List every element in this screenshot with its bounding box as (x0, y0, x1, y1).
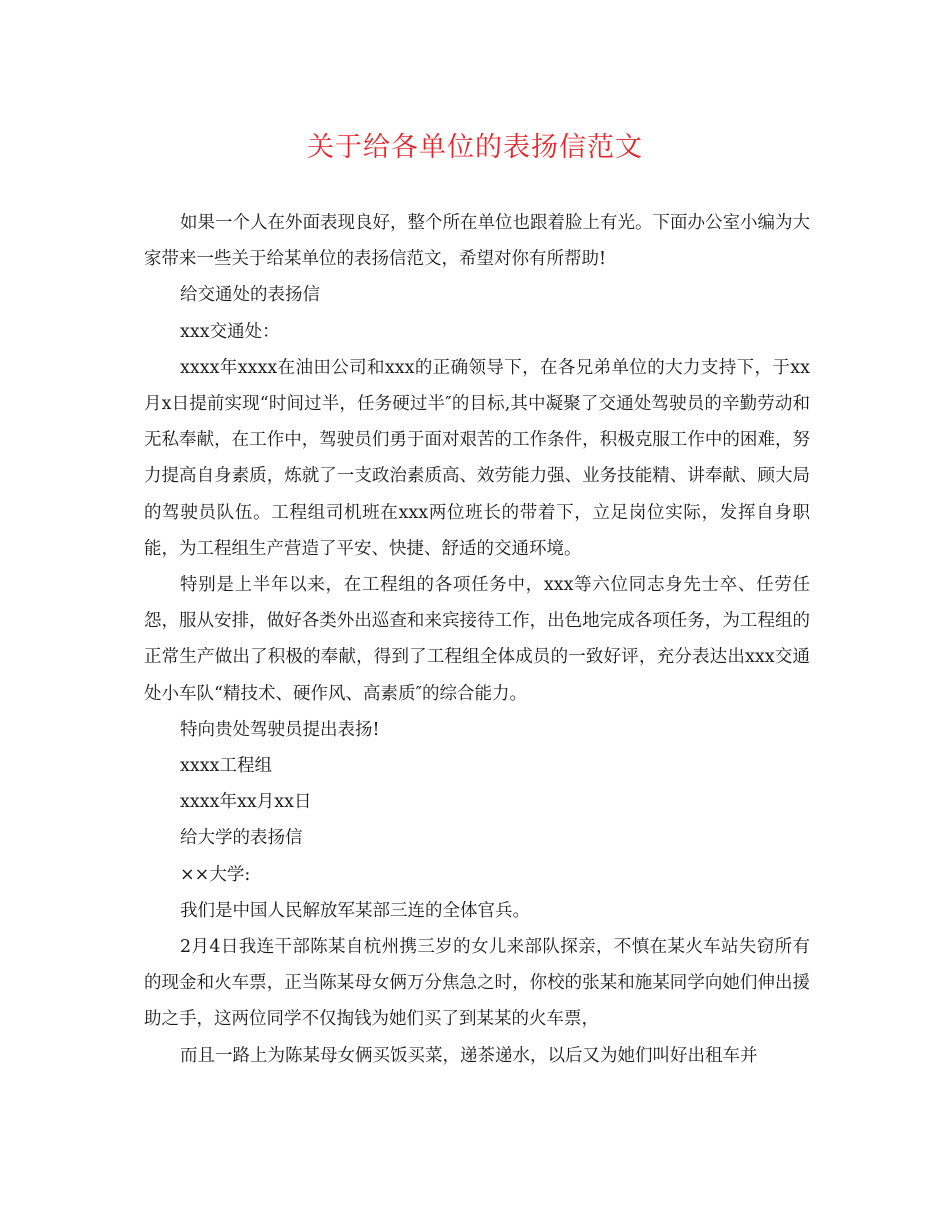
intro-paragraph: 如果一个人在外面表现良好，整个所在单位也跟着脸上有光。下面办公室小编为大家带来一些关于给某单位的表扬信范文，希望对你有所帮助! (144, 213, 810, 270)
body-paragraph: xxxx年xxxx在油田公司和xxx的正确领导下，在各兄弟单位的大力支持下，于xx月x日提前实现“时间过半，任务硬过半″的目标,其中凝聚了交通处驾驶员的辛勤劳动和无私奉献，在工作中，驾驶员们勇于面对艰苦的工作条件，积极克服工作中的困难，努力提高自身素质，炼就了一支政治素质高、效劳能力强、业务技能精、讲奉献、顾大局的驾驶员队伍。工程组司机班在xxx两位班长的带着下，立足岗位实际，发挥自身职能，为工程组生产营造了平安、快捷、舒适的交通环境。 (144, 357, 810, 559)
body-paragraph: 特别是上半年以来，在工程组的各项任务中，xxx等六位同志身先士卒、任劳任怨，服从安排，做好各类外出巡查和来宾接待工作，出色地完成各项任务，为工程组的正常生产做出了积极的奉献，得到了工程组全体成员的一致好评，充分表达出xxx交通处小车队“精技术、硬作风、高素质″的综合能力。 (144, 575, 810, 704)
signature-line: xxxx工程组 (180, 756, 272, 777)
body-paragraph: 而且一路上为陈某母女俩买饭买菜，递茶递水，以后又为她们叫好出租车并 (180, 1045, 758, 1066)
document-body (144, 205, 810, 1074)
salutation-traffic: xxx交通处： (180, 321, 280, 342)
letter-heading-university: 给大学的表扬信 (180, 828, 303, 849)
commendation-line: 特向贵处驾驶员提出表扬! (180, 719, 380, 740)
date-line: xxxx年xx月xx日 (180, 792, 312, 813)
salutation-university: ××大学: (180, 864, 251, 885)
body-paragraph: 2月4日我连干部陈某自杭州携三岁的女儿来部队探亲，不慎在某火车站失窃所有的现金和火车票，正当陈某母女俩万分焦急之时，你校的张某和施某同学向她们伸出援助之手，这两位同学不仅掏钱为她们买了到某某的火车票， (144, 937, 810, 1030)
document-title: 关于给各单位的表扬信范文 (307, 132, 643, 163)
body-paragraph: 我们是中国人民解放军某部三连的全体官兵。 (180, 900, 530, 921)
letter-heading-traffic: 给交通处的表扬信 (180, 285, 320, 306)
